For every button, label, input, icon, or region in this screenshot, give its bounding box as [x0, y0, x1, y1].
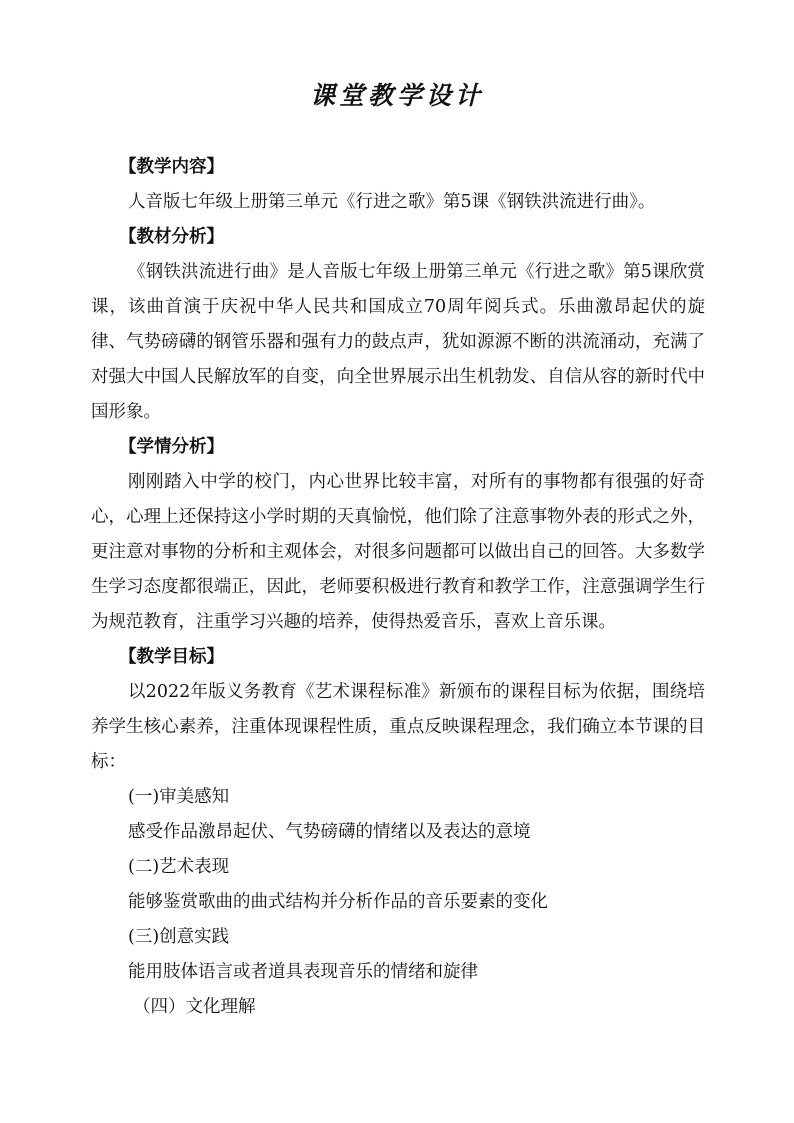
goal-label-3: (三)创意实践 — [128, 927, 230, 947]
goal-desc-3: 能用肢体语言或者道具表现音乐的情绪和旋律 — [128, 962, 478, 982]
section-text-goals: 以2022年版义务教育《艺术课程标准》新颁布的课程目标为依据，围绕培养学生核心素养，注重体现课程性质，重点反映课程理念，我们确立本节课的目标： — [91, 682, 705, 772]
document-body — [91, 150, 705, 1025]
section-heading-material: 【教材分析】 — [119, 227, 224, 247]
goal-desc-1: 感受作品激昂起伏、气势磅礴的情绪以及表达的意境 — [128, 822, 531, 842]
section-text-material: 《钢铁洪流进行曲》是人音版七年级上册第三单元《行进之歌》第5课欣赏课，该曲首演于庆祝中华人民共和国成立70周年阅兵式。乐曲激昂起伏的旋律、气势磅礴的钢管乐器和强有力的鼓点声，犹如源源不断的洪流涌动，充满了对强大中国人民解放军的自变，向全世界展示出生机勃发、自信从容的新时代中国形象。 — [91, 262, 705, 422]
goal-label-4: （四）文化理解 — [133, 997, 256, 1017]
page-title: 课堂教学设计 — [309, 81, 484, 110]
section-heading-students: 【学情分析】 — [119, 437, 224, 457]
section-text-students: 刚刚踏入中学的校门，内心世界比较丰富，对所有的事物都有很强的好奇心，心理上还保持这小学时期的天真愉悦，他们除了注意事物外表的形式之外，更注意对事物的分析和主观体会，对很多问题都可以做出自己的回答。大多数学生学习态度都很端正，因此，老师要积极进行教育和教学工作，注意强调学生行为规范教育，注重学习兴趣的培养，使得热爱音乐，喜欢上音乐课。 — [91, 472, 705, 632]
section-text-content: 人音版七年级上册第三单元《行进之歌》第5课《钢铁洪流进行曲》。 — [128, 192, 656, 212]
section-heading-goals: 【教学目标】 — [119, 647, 224, 667]
goal-label-2: (二)艺术表现 — [128, 857, 230, 877]
section-heading-content: 【教学内容】 — [119, 157, 224, 177]
goal-desc-2: 能够鉴赏歌曲的曲式结构并分析作品的音乐要素的变化 — [128, 892, 548, 912]
goal-label-1: (一)审美感知 — [128, 787, 230, 807]
